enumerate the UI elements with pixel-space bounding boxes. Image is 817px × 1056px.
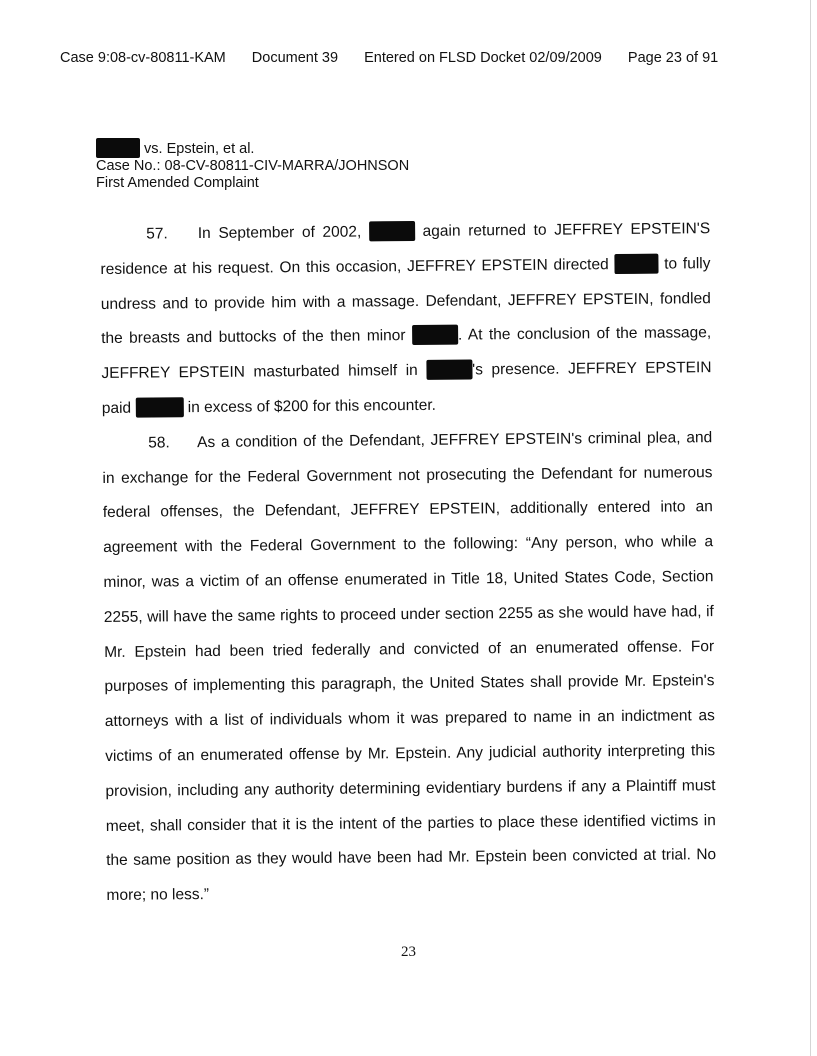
page-number: 23 — [401, 944, 416, 960]
case-caption — [96, 138, 409, 192]
redaction-block — [96, 138, 140, 158]
caption-line-parties — [96, 138, 409, 158]
header-page-count: Page 23 of 91 — [627, 50, 719, 66]
header-case-number: Case 9:08-cv-80811-KAM — [60, 50, 226, 66]
paragraph-number: 57. — [146, 225, 168, 243]
redaction-block — [369, 221, 415, 241]
paragraph-text: As a condition of the Defendant, JEFFREY EPSTEIN's criminal plea, and in exchange for the Federal Government not prosecuting the Defendant for numerous federal offenses, the Defendant, JEFFREY EPSTEIN, additionally entered into an agreement with the Federal Government to the following: “Any person, who while a minor, was a victim of an offense enumerated in Title 18, United States Code, Section 2255, will have the same rights to proceed under section 2255 as she would have had, if Mr. Epstein had been tried federally and convicted of an enumerated offense. For purposes of implementing this paragraph, the United States shall provide Mr. Epstein's attorneys with a list of individuals whom it was prepared to name in an indictment as victims of an enumerated offense by Mr. Epstein. Any judicial authority interpreting this provision, including any authority determining evidentiary burdens if any a Plaintiff must meet, shall consider that it is the intent of the parties to place these identified victims in the same position as they would have been had Mr. Epstein been convicted at trial. No more; no less.” — [102, 428, 717, 905]
redaction-block — [614, 253, 658, 273]
scan-edge-line — [810, 0, 811, 1056]
redaction-block — [412, 325, 458, 345]
paragraph-57 — [100, 212, 712, 427]
header-entered-date: Entered on FLSD Docket 02/09/2009 — [364, 50, 602, 66]
caption-document-title: First Amended Complaint — [96, 175, 259, 191]
docket-header — [60, 50, 760, 66]
caption-case-number: Case No.: 08-CV-80811-CIV-MARRA/JOHNSON — [96, 158, 410, 174]
paragraph-text: . At the conclusion of the massage, JEFFREY EPSTEIN masturbated himself in — [101, 324, 712, 383]
paragraph-text: in excess of $200 for this encounter. — [187, 396, 436, 417]
redaction-block — [135, 397, 183, 417]
paragraph-text: to fully undress and to provide him with a massage. Defendant, JEFFREY EPSTEIN, fondled the breasts and buttocks of the then minor — [100, 254, 711, 348]
redaction-block — [426, 360, 472, 380]
complaint-body — [100, 212, 717, 914]
header-document-number: Document 39 — [251, 50, 339, 66]
paragraph-text: 's presence. JEFFREY EPSTEIN paid — [101, 359, 712, 417]
paragraph-58 — [102, 421, 717, 914]
paragraph-number: 58. — [148, 434, 170, 452]
paragraph-text: again returned to JEFFREY EPSTEIN'S residence at his request. On this occasion, JEFFREY EPSTEIN directed — [100, 220, 711, 278]
caption-parties-text: vs. Epstein, et al. — [144, 141, 255, 157]
paragraph-text: In September of 2002, — [197, 223, 362, 243]
